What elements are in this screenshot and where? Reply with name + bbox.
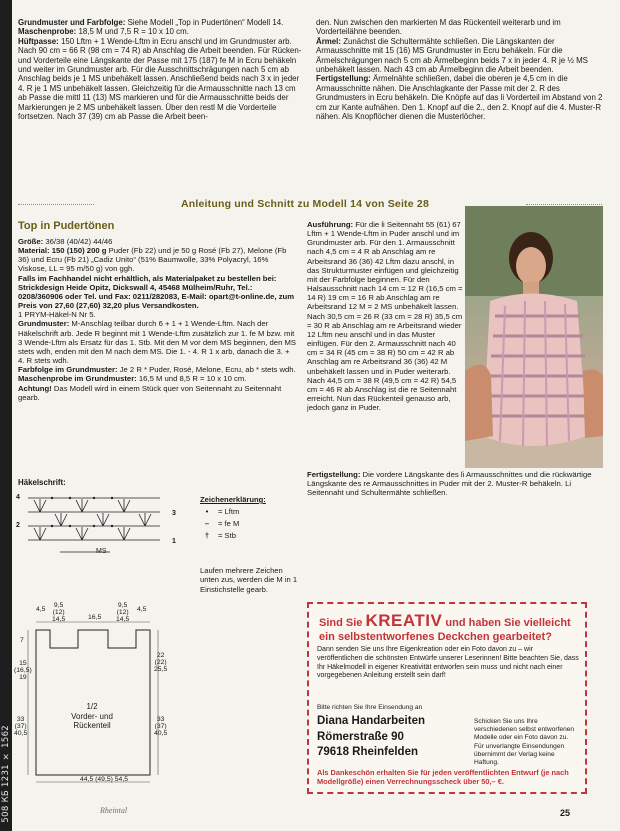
top-left-column xyxy=(18,18,306,121)
label-groesse: Größe: xyxy=(18,237,44,246)
ms-label: MS xyxy=(96,548,107,555)
model-photo xyxy=(465,206,603,468)
row-label-1: 1 xyxy=(172,538,176,545)
legend xyxy=(200,495,300,540)
label-fertigstellung: Fertigstellung: xyxy=(316,74,371,84)
legend-text: = Stb xyxy=(218,530,236,540)
row-label-2: 2 xyxy=(16,522,20,529)
kreativ-head-1: Sind Sie xyxy=(319,617,366,629)
text-farbfolge: Je 2 R * Puder, Rosé, Melone, Ecru, ab * stets wdh. xyxy=(119,365,296,375)
legend-symbol: † xyxy=(204,530,210,540)
schematic-piece-label: 1/2 Vorder- und Rückenteil xyxy=(71,702,113,731)
dim-left1: 7 xyxy=(20,637,24,644)
dim-d: 9,5 (12) 14,5 xyxy=(116,602,130,624)
text-maschenprobe: 18,5 M und 7,5 R = 10 x 10 cm. xyxy=(78,27,189,37)
footer-brand: Rheintal xyxy=(100,806,128,815)
label-maschenprobe: Maschenprobe: xyxy=(18,27,77,37)
legend-note: Laufen mehrere Zeichen unten zus, werden die M in 1 Einstichstelle gearb. xyxy=(200,566,298,594)
legend-title: Zeichenerklärung: xyxy=(200,495,266,504)
kreativ-head-big: KREATIV xyxy=(365,611,443,630)
text-achtung: Das Modell wird in einem Stück quer von Seitennaht zu Seitennaht gearb. xyxy=(18,383,282,402)
kreativ-footer: Als Dankeschön erhalten Sie für jeden veröffentlichten Entwurf (je nach Modellgröße) einen Verrechnungsscheck über 50,– €. xyxy=(317,768,569,787)
kreativ-heading xyxy=(319,610,579,645)
label-farbfolge: Farbfolge im Grundmuster: xyxy=(18,365,118,375)
row-label-3: 3 xyxy=(172,510,176,517)
legend-row xyxy=(200,519,300,529)
legend-row xyxy=(200,531,300,541)
dim-c: 16,5 xyxy=(88,614,102,621)
label-grundmuster-2: Grundmuster: xyxy=(18,319,70,329)
text-hueftpasse: 150 Lftm + 1 Wende-Lftm in Ecru anschl und im Grundmuster arb. Nach 90 cm = 66 R (98 cm = 74 R) ab Anschlag die Arbeit beenden. Für Rücken- und Vorderteile eine Längskante der Passe mit 175 (187) fe M in Ecru behäkeln und weiter im Grundmuster arb. Für die Ausschnittschrägungen nach 5 cm ab Anschlag beids je 1 MS unbehäkelt lassen. Anschließend beids nach 3 x in jeder 4. R je 1 MS unbehäkelt lassen. Gleichzeitig für die Armausschnitte nach 13 cm ab Passe die mittl 11 (13) MS markieren und für die Armausschnitte beids der Markierungen je 2 MS unbehäkelt lassen. Über den restl M die Vorderteile fortsetzen. Nach 37 (39) cm ab Passe die Arbeit been- xyxy=(18,36,302,122)
label-aermel: Ärmel: xyxy=(316,36,341,46)
kreativ-body: Dann senden Sie uns Ihre Eigenkreation oder ein Foto davon zu – wir veröffentlichen die schönsten Entwürfe unserer Leserinnen! Bitte beachten Sie, dass Ihr Häkelmodell in eigener Kreativität entworfen sein muss und nicht nach einer vorgegebenen Anleitung erstellt sein darf! xyxy=(317,646,579,680)
fertigstellung-2-block xyxy=(307,470,603,497)
text-grundmuster: Siehe Modell „Top in Pudertönen“ Modell 14. xyxy=(127,18,284,27)
row-label-4: 4 xyxy=(16,494,20,501)
kreativ-sub: Bitte richten Sie Ihre Einsendung an xyxy=(317,704,423,711)
chart-title: Häkelschrift: xyxy=(18,478,66,487)
dim-left3: 33 (37) 40,5 xyxy=(14,716,28,738)
mid-right-column xyxy=(307,220,463,412)
model-photo-illustration xyxy=(465,206,603,468)
pattern-schematic xyxy=(16,600,186,790)
dim-b: 9,5 (12) 14,5 xyxy=(52,602,66,624)
text-groesse: 36/38 (40/42) 44/46 xyxy=(45,237,113,246)
text-maschenprobe-2: 16,5 M und 8,5 R = 10 x 10 cm. xyxy=(138,374,247,384)
label-fertigstellung-2: Fertigstellung: xyxy=(307,470,361,479)
kreativ-address xyxy=(317,714,467,761)
dim-bottom: 44,5 (49,5) 54,5 xyxy=(80,776,128,783)
label-maschenprobe-2: Maschenprobe im Grundmuster: xyxy=(18,374,137,384)
dim-a: 4,5 xyxy=(36,606,46,613)
label-grundmuster: Grundmuster und Farbfolge: xyxy=(18,18,126,27)
label-hueftpasse: Hüftpasse: xyxy=(18,36,59,46)
text-fertigstellung: Ärmelnähte schließen, dabei die oberen je 4,5 cm in die Armausschnitte nähen. Die Anschlagkante der Passe mit der 2. R des Grundmusters in Ecru behäkeln. Die Knöpfe auf das li Vorderteil im Abstand von 2 cm zur Kante aufnähen. Den 1. Knopf auf die 2., den 2. Knopf auf die 4. Muster-R nähen. Als Knopflöcher dienen die Musterlöcher. xyxy=(316,74,603,122)
text-ausfuehrung: Für die li Seitennaht 55 (61) 67 Lftm + 1 Wende-Lftm in Puder anschl und im Grundmuster arb. Für den 1. Armausschnitt nach 4,5 cm = 4 R ab Anschlag am re Arbeitsrand 36 (36) 42 Lftm dazu anschl, in das Strukturmuster einfügen und gleichzeitig mit der Farbfolge beginnen. Für den Halsausschnitt nach 14 cm = 12 R (16,5 cm = 14 R) 19 cm = 16 R ab Anschlag am re Arbeitsrand 12 M = 2 MS unbehäkelt lassen. Nach 30,5 cm = 26 R (33 cm = 28 R) 35,5 cm = 30 R ab Anschlag am re Arbeitsrand wieder 12 Lftm neu anschl und in das Muster einfügen. Für den 2. Armausschnitt nach 40 cm = 34 R (45 cm = 38 R) 50 cm = 42 R ab Anschlag am re Arbeitsrand 36 (36) 42 M unbehäkelt lassen und in Puder weiterarb. Nach 44,5 cm = 38 R (49,5 cm = 42 R) 54,5 cm = 46 R ab Anschlag ist die re Seitennaht erreicht. Nun das Rückenteil genauso arb, jedoch ganz in Puder. xyxy=(307,220,463,413)
address-line: 79618 Rheinfelden xyxy=(317,746,418,759)
crochet-chart xyxy=(20,490,170,560)
dim-right2: 33 (37) 40,5 xyxy=(154,716,168,738)
address-line: Diana Handarbeiten xyxy=(317,715,425,727)
text-fertigstellung-2: Die vordere Längskante des li Armausschnittes und die rückwärtige Längskante des re Armausschnittes in Puder mit der 2. Muster-R behäkeln. Li Seitennaht und Schultermähte schließen. xyxy=(307,470,592,498)
legend-symbol: – xyxy=(204,518,210,528)
text-material: Puder (Fb 22) und je 50 g Rosé (Fb 27), Melone (Fb 36) und Ecru (Fb 21) „Cadiz Unito“ (51% Baumwolle, 33% Polyacryl, 16% Viskose, LL = 95 m/50 g) von ggh. xyxy=(18,246,287,274)
divider-right xyxy=(526,204,602,205)
dim-left2: 15 (16,5) 19 xyxy=(14,660,32,682)
top-right-column xyxy=(316,18,604,121)
image-info: 508 КБ 1231 × 1562 xyxy=(1,725,11,823)
text-grundmuster-2: M-Anschlag teilbar durch 6 + 1 + 1 Wende-Lftm. Nach der Häkelschrift arb. Jede R beginnt mit 1 Wende-Lftm zusätzlich zur 1. fe M bzw. mit 3 Wende-Lftm als Ersatz für das 1. Stb. Mit den M vor dem MS beginnen, den MS stets wdh, enden mit den M nach dem MS. Die 1. - 4. R 1 x arb, danach die 3. + 4. R stets wdh. xyxy=(18,319,297,366)
address-line: Römerstraße 90 xyxy=(317,730,404,743)
kreativ-box xyxy=(307,602,587,794)
legend-symbol: • xyxy=(205,506,209,516)
dim-right1: 22 (22) 25,5 xyxy=(154,652,168,674)
dim-e: 4,5 xyxy=(137,606,147,613)
kreativ-note: Schicken Sie uns Ihre verschiedenen selbst entworfenen Modelle oder ein Foto davon zu. Für unverlangte Einsendungen übernimmt der Verlag keine Haftung. xyxy=(474,718,575,767)
page-number: 25 xyxy=(560,808,571,818)
text-intro: den. Nun zwischen den markierten M das Rückenteil weiterarb und im Vorderteilähne beenden. xyxy=(316,18,561,37)
label-material: Material: 150 (150) 200 g xyxy=(18,246,107,256)
divider-left xyxy=(18,204,94,205)
legend-text: = fe M xyxy=(218,518,240,528)
model-title: Top in Pudertönen xyxy=(18,220,115,232)
text-aermel: Zunächst die Schultermähte schließen. Die Längskanten der Armausschnitte mit 15 (16) MS Grundmuster in Ecru behäkeln. Für die Ärmelschrägungen nach 5 cm ab Ärmelbeginn beids 7 x in jeder 4. R je ½ MS unbehäkelt lassen. Nach 43 cm ab Ärmelbeginn die Arbeit beenden. xyxy=(316,36,588,75)
text-nadel: 1 PRYM-Häkel-N Nr 5. xyxy=(18,310,96,320)
text-bezug: Falls im Fachhandel nicht erhältlich, als Materialpaket zu bestellen bei: Strickdesign Heide Opitz, Dickswall 4, 45468 Mülheim/Ruhr, Tel.: 0208/360906 oder Tel. und Fax: 0211/282083, E-Mail: opart@t-online.de, zum Preis von 27,60 (27,60) 32,20 plus Versandkosten. xyxy=(18,273,295,311)
label-achtung: Achtung! xyxy=(18,383,52,393)
viewer-sidebar xyxy=(0,0,12,831)
legend-row xyxy=(200,507,300,517)
kreativ-head-2: und haben Sie vielleicht ein selbstentworfenes Deckchen gearbeitet? xyxy=(319,617,571,644)
label-ausfuehrung: Ausführung: xyxy=(307,220,354,229)
section-heading: Anleitung und Schnitt zu Modell 14 von Seite 28 xyxy=(180,198,429,210)
legend-text: = Lftm xyxy=(218,506,240,516)
mid-left-column xyxy=(18,237,298,402)
